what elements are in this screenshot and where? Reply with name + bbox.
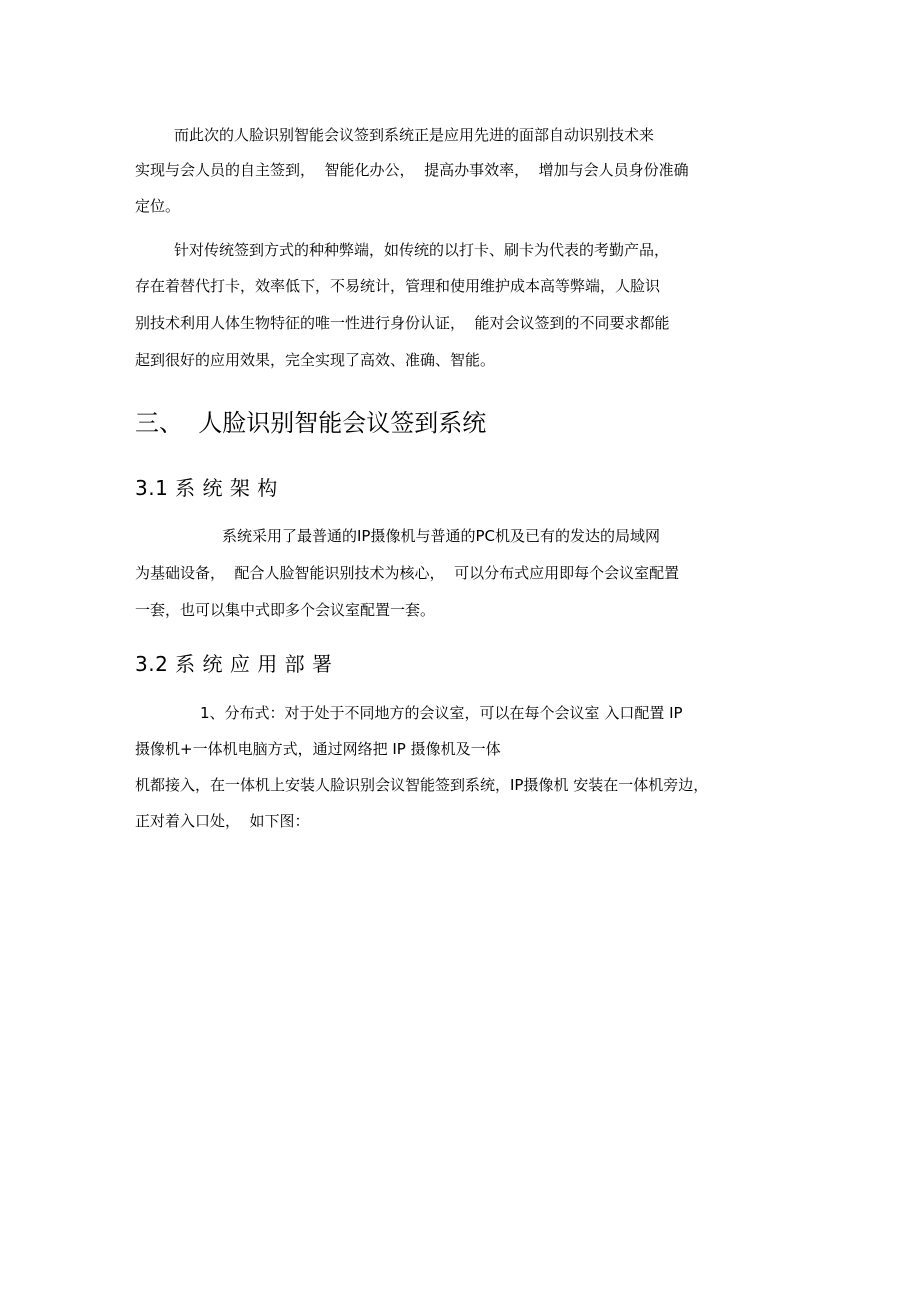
paragraph-2-line-3: 别技术利用人体生物特征的唯一性进行身份认证， 能对会议签到的不同要求都能 [135,314,670,332]
section-3-heading: 三、 人脸识别智能会议签到系统 [135,409,487,437]
paragraph-2-line-4: 起到很好的应用效果，完全实现了高效、准确、智能。 [135,351,496,369]
section-3-1-heading: 3.1 系 统 架 构 [135,476,278,500]
section-3-2-line-1: 1、分布式：对于处于不同地方的会议室，可以在每个会议室 入口配置 IP [200,704,683,722]
paragraph-1-line-2: 实现与会人员的自主签到， 智能化办公， 提高办事效率， 增加与会人员身份准确 [135,161,689,179]
paragraph-2-line-1: 针对传统签到方式的种种弊端，如传统的以打卡、刷卡为代表的考勤产品， [174,241,670,259]
paragraph-1-line-3: 定位。 [135,197,181,215]
section-3-1-line-1: 系统采用了最普通的IP摄像机与普通的PC机及已有的发达的局域网 [222,527,660,545]
section-3-1-line-3: 一套，也可以集中式即多个会议室配置一套。 [135,601,436,619]
section-3-2-heading: 3.2 系 统 应 用 部 署 [135,652,333,676]
paragraph-2-line-2: 存在着替代打卡，效率低下，不易统计，管理和使用维护成本高等弊端，人脸识 [135,277,661,295]
section-3-2-line-2: 摄像机+一体机电脑方式，通过网络把 IP 摄像机及一体 [135,740,501,758]
section-3-2-line-4: 正对着入口处， 如下图： [135,812,310,830]
section-3-1-line-2: 为基础设备， 配合人脸智能识别技术为核心， 可以分布式应用即每个会议室配置 [135,564,680,582]
paragraph-1-line-1: 而此次的人脸识别智能会议签到系统正是应用先进的面部自动识别技术来 [174,126,655,144]
section-3-2-line-3: 机都接入，在一体机上安装人脸识别会议智能签到系统，IP摄像机 安装在一体机旁边， [135,776,709,794]
